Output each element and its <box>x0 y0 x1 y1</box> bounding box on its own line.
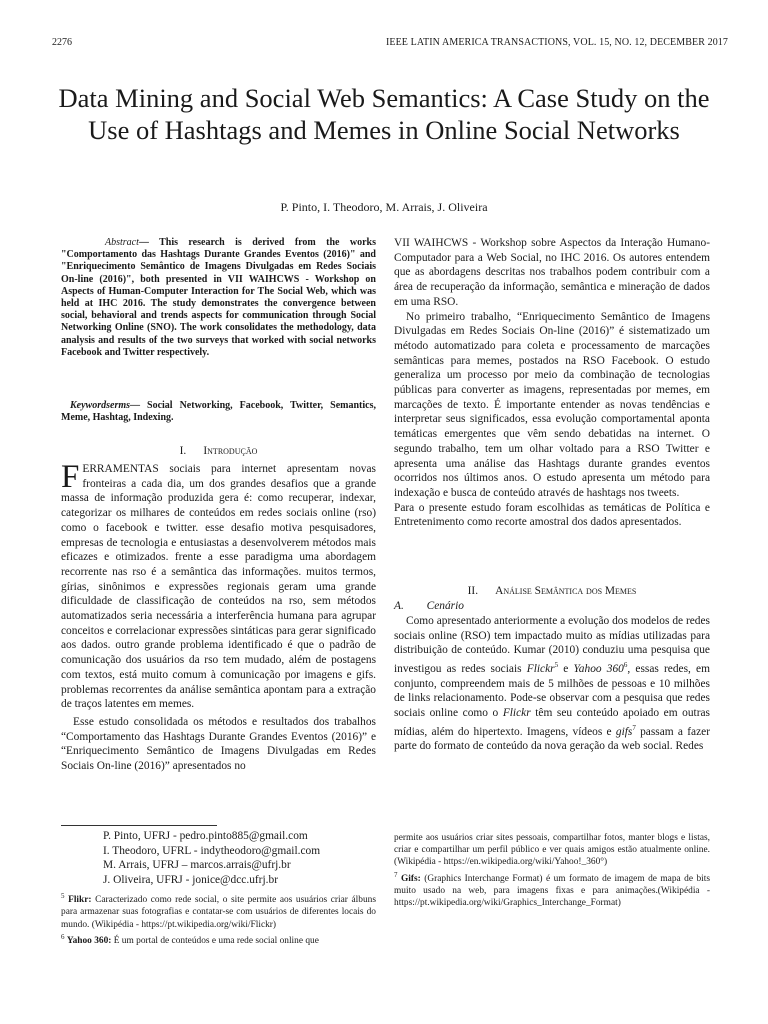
cenario-text: Como apresentado anteriormente a evolução dos modelos de redes sociais online (RSO) tem impactado muito as mídias utilizadas para distribuição de conteúdo. Kumar (2010) conduziu uma pesquisa que investigou as redes sociais <box>394 615 710 675</box>
right-paragraph-3: Para o presente estudo foram escolhidas as temáticas de Política e Entretenimento como recorte amostral dos dados apresentados. <box>394 501 710 529</box>
right-paragraph-2: No primeiro trabalho, “Enriquecimento Semântico de Imagens Divulgadas em Redes Sociais On-line (2016)” é sistematizado um método automatizado para coleta e processamento de marcações semânticas para memes, postados na RSO Facebook. O estudo generaliza um processo por meio da combinação de tecnologias públicas para converter as imagens, representadas por memes, em marcações de texto. É importante entender as novas tendências e interpretar seus significados, essa evolução comportamental aponta temáticas emergentes que vêm sendo debatidas na internet. O segundo trabalho, tem um olhar voltado para a RSO Twitter e apresenta uma análise das Hashtags durante grandes eventos ocorridos nos últimos anos. O estudo apresenta um método para indexação e busca de conteúdo através de hashtags nos tweets. <box>394 310 710 499</box>
author-email: M. Arrais, UFRJ – marcos.arrais@ufrj.br <box>103 859 291 872</box>
intro-paragraph-1 <box>61 459 376 712</box>
footnote-6-continued: permite aos usuários criar sites pessoais, compartilhar fotos, manter blogs e listas, criar e compartilhar um perfil público e ver quais amigos estão atualmente online. (Wikipédia - https://en.wikipedia.org/wiki/Yahoo!_360°) <box>394 833 710 868</box>
drop-cap: F <box>61 459 80 495</box>
abstract-text: — This research is derived from the works "Comportamento das Hashtags Durante Grandes Eventos (2016)" and "Enriquecimento Semântico de Imagens Divulgadas em Redes Sociais On-line (2016)", both presented in VII WAIHCWS - Workshop on Aspects of Human-Computer Interaction for The Social Web, which was held at IHC 2016. The study demonstrates the convergence between social, behavioral and trends aspects for communication through Social Networking Online (SNO). The work consolidates the methodology, data analysis and results of the two surveys that worked with social networks Facebook and Twitter respectively. <box>61 237 376 358</box>
yahoo-term: Yahoo 360 <box>573 662 624 675</box>
keywords-label: Keywordserms <box>70 400 130 411</box>
cenario-text: , essas redes, em conjunto, compreendem mais de 5 milhões de pessoas e 10 milhões de links relacionamento. Pode-se observar com a pesquisa que redes sociais online como o <box>394 662 710 720</box>
footnote-ref: 6 <box>623 661 628 670</box>
keywords <box>61 400 376 424</box>
author-email: I. Theodoro, UFRL - indytheodoro@gmail.com <box>103 844 321 857</box>
page-number: 2276 <box>52 37 72 48</box>
footnotes-right <box>394 832 710 909</box>
intro-text-2: Esse estudo consolidada os métodos e resultados dos trabalhos “Comportamento das Hashtags Durante Grandes Eventos (2016)” e “Enriquecimento Semântico de Imagens Divulgadas em Redes Sociais On-line (2016)” apresentados no <box>61 716 376 773</box>
right-paragraph-1: VII WAIHCWS - Workshop sobre Aspectos da Interação Humano-Computador para a Web Social, no IHC 2016. Os autores entendem que as abordagens descritas nos trabalhos podem contribuir com a área de recuperação da informação, semântica e mineração de dados em uma RSO. <box>394 237 710 308</box>
section-heading-analise <box>394 584 710 599</box>
subsection-title: Cenário <box>426 600 464 612</box>
journal-header: IEEE LATIN AMERICA TRANSACTIONS, VOL. 15, NO. 12, DECEMBER 2017 <box>385 37 728 48</box>
cenario-text: têm seu conteúdo apoiado em outras mídias, além do hipertexto. Imagens, vídeos e <box>394 707 710 738</box>
section-number: II. <box>467 585 479 597</box>
cenario-text: passam a fazer parte do formato de conteúdo da nova geração da web social. Redes <box>394 725 710 753</box>
paper-title: Data Mining and Social Web Semantics: A Case Study on the Use of Hashtags and Memes in Online Social Networks <box>58 83 710 145</box>
author-email: J. Oliveira, UFRJ - jonice@dcc.ufrj.br <box>103 873 278 886</box>
cenario-paragraph <box>394 614 710 754</box>
footnote-7: $^7$ Gifs: (Graphics Interchange Format) é um formato de imagem de mapa de bits muito usado na web, para imagens fixas e para animações.(Wikipédia - https://pt.wikipedia.org/wiki/Graphics_Interchange_Format) <box>394 870 710 909</box>
footnotes-left <box>61 890 376 947</box>
abstract-label: Abstract <box>105 237 139 248</box>
footnote-6: $^6$ Yahoo 360: É um portal de conteúdos e uma rede social online que <box>61 932 319 946</box>
right-column-text <box>394 236 710 530</box>
subsection-letter: A. <box>394 600 404 612</box>
footnote-ref: 7 <box>632 723 636 732</box>
footnote-ref: 5 <box>554 661 559 670</box>
intro-paragraph-2 <box>61 715 376 774</box>
author-emails <box>103 829 320 887</box>
footnote-5: $^5$ Flikr: Caracterizado como rede social, o site permite aos usuários criar álbuns para armazenar suas fotografias e contatar-se com usuários de diferentes locais do mundo. (Wikipédia - https://pt.wikipedia.org/wiki/Flickr) <box>61 892 376 930</box>
cenario-text: e <box>558 662 574 675</box>
gifs-term: gifs <box>615 725 633 738</box>
footnote-rule <box>61 825 217 826</box>
flickr-term: Flickr <box>502 707 531 720</box>
subsection-heading-cenario <box>394 599 710 614</box>
section-title: Análise Semântica dos Memes <box>495 585 637 597</box>
section-heading-introducao <box>61 444 376 459</box>
authors-line: P. Pinto, I. Theodoro, M. Arrais, J. Oliveira <box>280 200 488 214</box>
abstract <box>61 237 376 359</box>
flickr-term: Flickr <box>526 662 555 675</box>
intro-text-1: ERRAMENTAS sociais para internet apresentam novas fronteiras a cada dia, um dos grandes desafios que a grande massa de informação produzida gera é: como recuperar, indexar, categorizar os milhares de conteúdos em redes sociais online (rso) como o facebook e twitter. esse desafio motiva pesquisadores, empresas de tecnologia e entusiastas a desenvolverem métodos mais eficazes e otimizados. frente a esse paradigma uma abordagem recorrente nas rso é a semântica das informações. muitos termos, gírias, sinônimos e expressões regionais geram uma grande dificuldade de classificação de conteúdos na rso, sem métodos automatizados seria necessária a interferência humana para agrupar conceitos e correlacionar expressões sintáticas para gerar significado aos dados. outro grande problema identificado é que o padrão de comunicação dos usuários da rso tem mudado, além de postagens com textos, está muito comum à comunicação por imagens e gifs. problemas recorrentes da análise semântica apontam para a extração de traços latentes em memes. <box>61 463 376 711</box>
keywords-text: — Social Networking, Facebook, Twitter, Semantics, Meme, Hashtag, Indexing. <box>61 400 376 424</box>
author-email: P. Pinto, UFRJ - pedro.pinto885@gmail.com <box>103 830 308 842</box>
section-number: I. <box>179 445 187 457</box>
section-title: Introdução <box>203 445 258 457</box>
